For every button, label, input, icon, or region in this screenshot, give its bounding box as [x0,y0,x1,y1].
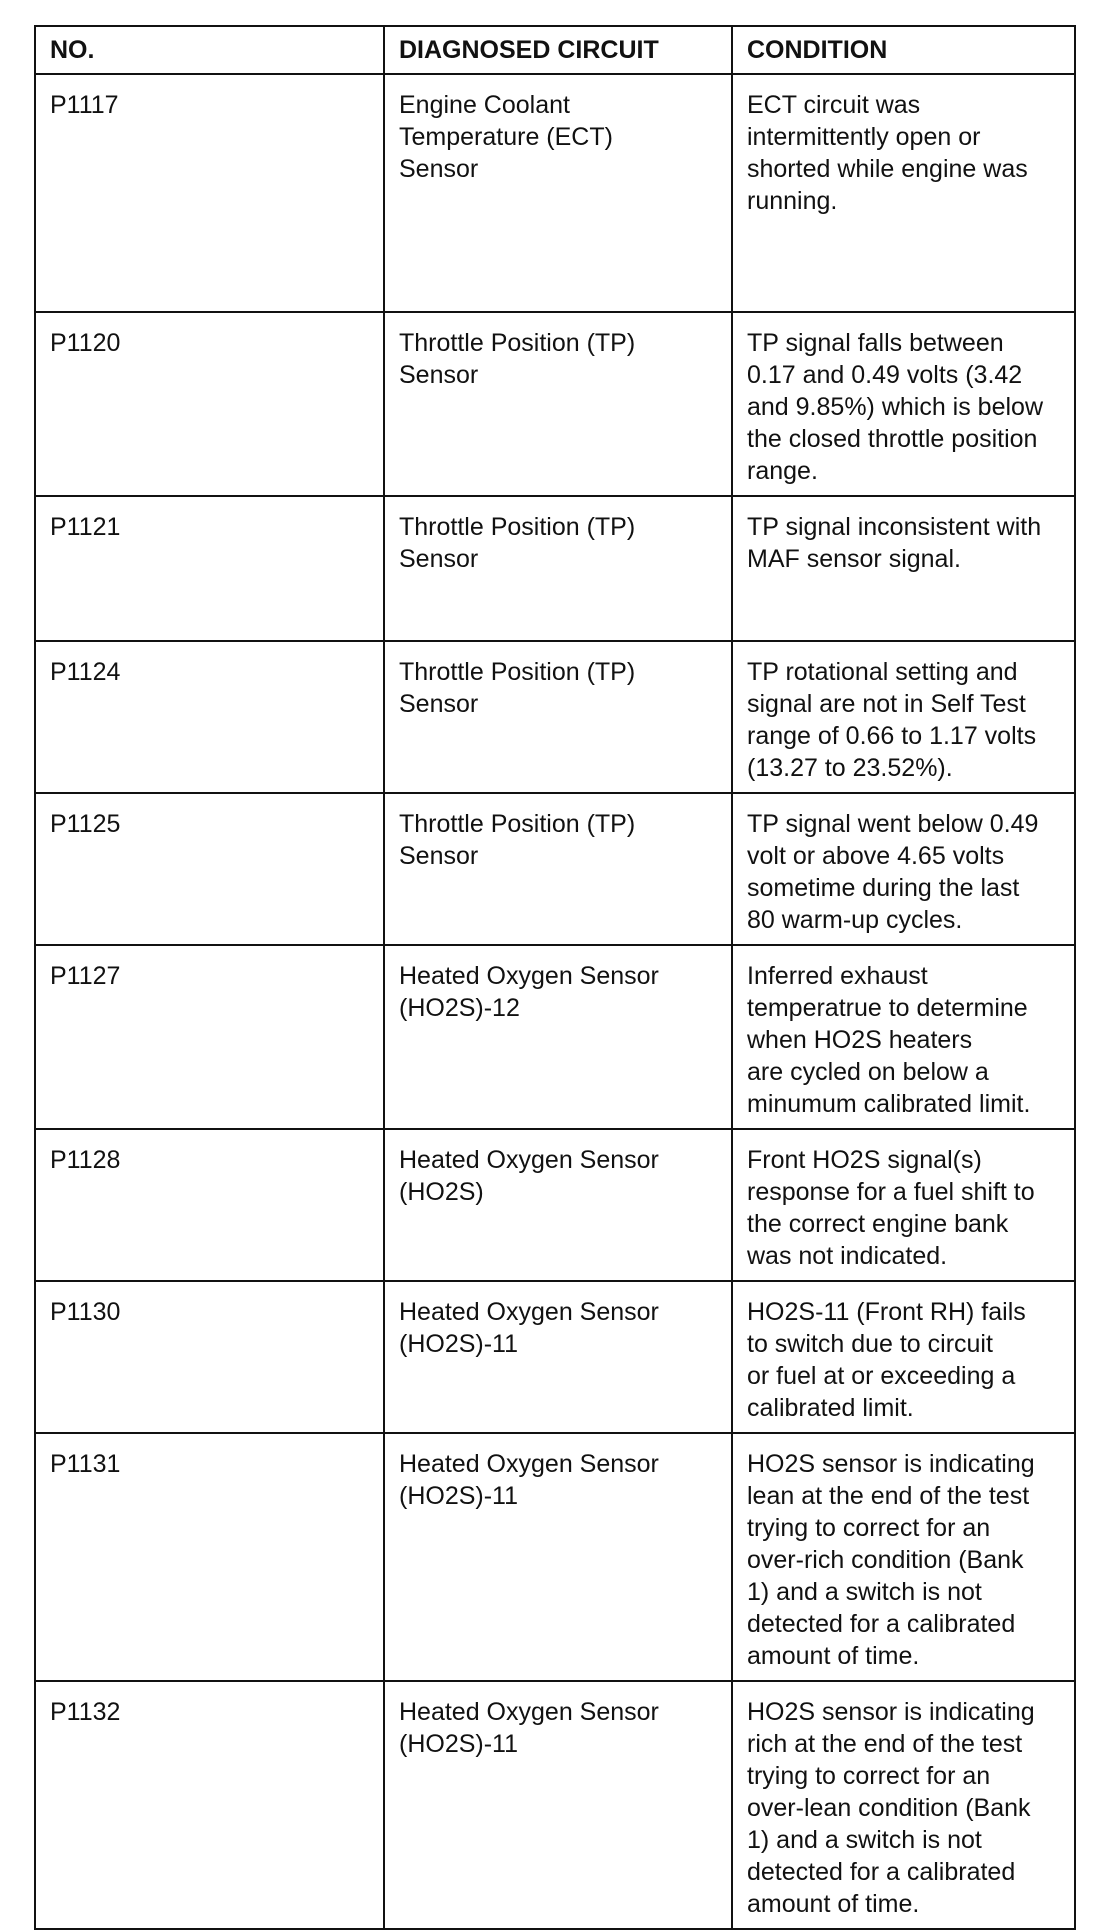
circuit-cell: Throttle Position (TP) Sensor [384,793,732,945]
condition-cell: HO2S-11 (Front RH) fails to switch due to circuit or fuel at or exceeding a calibrated limit. [732,1281,1075,1433]
circuit-cell: Heated Oxygen Sensor (HO2S)-11 [384,1281,732,1433]
table-header-row [35,26,1075,74]
header-condition: CONDITION [732,26,1075,74]
circuit-cell: Heated Oxygen Sensor (HO2S)-11 [384,1433,732,1681]
code-cell: P1128 [35,1129,384,1281]
condition-cell: Inferred exhaust temperatrue to determine when HO2S heaters are cycled on below a minumum calibrated limit. [732,945,1075,1129]
table-row [35,1281,1075,1433]
header-no: NO. [35,26,384,74]
code-cell: P1120 [35,312,384,496]
table-row [35,312,1075,496]
table-row [35,496,1075,641]
code-cell: P1132 [35,1681,384,1929]
condition-cell: TP signal falls between 0.17 and 0.49 volts (3.42 and 9.85%) which is below the closed throttle position range. [732,312,1075,496]
diagnostic-code-document [34,25,1074,1930]
code-cell: P1130 [35,1281,384,1433]
table-row [35,1129,1075,1281]
code-cell: P1121 [35,496,384,641]
circuit-cell: Heated Oxygen Sensor (HO2S) [384,1129,732,1281]
code-cell: P1117 [35,74,384,312]
table-row [35,74,1075,312]
circuit-cell: Throttle Position (TP) Sensor [384,312,732,496]
circuit-cell: Heated Oxygen Sensor (HO2S)-12 [384,945,732,1129]
diagnostic-code-table [34,25,1076,1930]
code-cell: P1131 [35,1433,384,1681]
circuit-cell: Heated Oxygen Sensor (HO2S)-11 [384,1681,732,1929]
condition-cell: TP signal inconsistent with MAF sensor signal. [732,496,1075,641]
code-cell: P1124 [35,641,384,793]
condition-cell: HO2S sensor is indicating rich at the end of the test trying to correct for an over-lean condition (Bank 1) and a switch is not detected for a calibrated amount of time. [732,1681,1075,1929]
circuit-cell: Engine Coolant Temperature (ECT) Sensor [384,74,732,312]
condition-cell: TP rotational setting and signal are not in Self Test range of 0.66 to 1.17 volts (13.27 to 23.52%). [732,641,1075,793]
header-diagnosed-circuit: DIAGNOSED CIRCUIT [384,26,732,74]
table-row [35,945,1075,1129]
code-cell: P1125 [35,793,384,945]
table-row [35,641,1075,793]
circuit-cell: Throttle Position (TP) Sensor [384,496,732,641]
condition-cell: HO2S sensor is indicating lean at the end of the test trying to correct for an over-rich condition (Bank 1) and a switch is not detected for a calibrated amount of time. [732,1433,1075,1681]
condition-cell: Front HO2S signal(s) response for a fuel shift to the correct engine bank was not indicated. [732,1129,1075,1281]
circuit-cell: Throttle Position (TP) Sensor [384,641,732,793]
code-cell: P1127 [35,945,384,1129]
table-row [35,1433,1075,1681]
condition-cell: TP signal went below 0.49 volt or above 4.65 volts sometime during the last 80 warm-up cycles. [732,793,1075,945]
condition-cell: ECT circuit was intermittently open or shorted while engine was running. [732,74,1075,312]
table-row [35,793,1075,945]
table-row [35,1681,1075,1929]
